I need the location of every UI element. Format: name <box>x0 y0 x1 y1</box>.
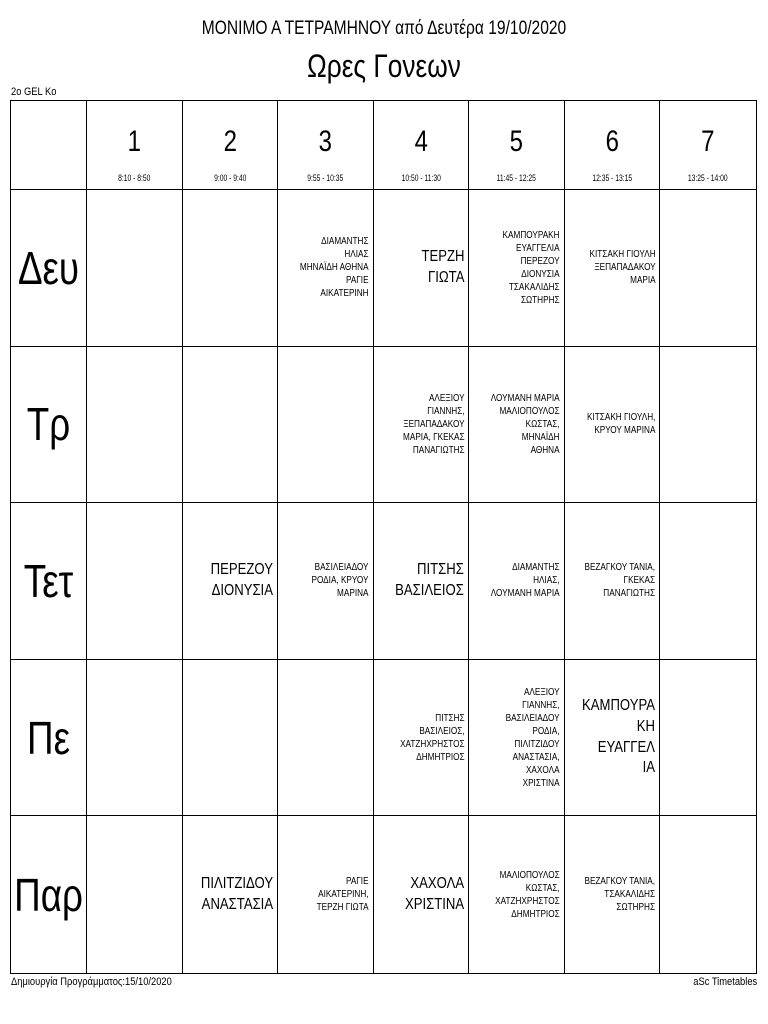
day-label: Δευ <box>17 241 80 294</box>
period-header <box>183 101 279 190</box>
cell-teachers: ΚΙΤΣΑΚΗ ΓΙΟΥΛΗ ΞΕΠΑΠΑΔΑΚΟΥ ΜΑΡΙΑ <box>589 249 656 287</box>
day-label: Πε <box>27 711 70 764</box>
day-label: Παρ <box>14 868 83 921</box>
timetable-cell <box>278 816 374 973</box>
period-time: 12:35 - 13:15 <box>592 173 633 183</box>
timetable-cell <box>660 660 756 817</box>
timetable-cell <box>660 503 756 660</box>
day-header <box>11 347 87 504</box>
period-number: 4 <box>414 125 428 158</box>
day-header <box>11 660 87 817</box>
timetable-cell <box>660 816 756 973</box>
cell-teachers: ΡΑΓΙΕ ΑΙΚΑΤΕΡΙΝΗ, ΤΕΡΖΗ ΓΙΩΤΑ <box>316 876 369 914</box>
page-subtitle: Ωρες Γονεων <box>307 48 461 84</box>
cell-teachers: ΠΙΤΣΗΣ ΒΑΣΙΛΕΙΟΣ <box>395 561 465 599</box>
cell-teachers: ΚΙΤΣΑΚΗ ΓΙΟΥΛΗ, ΚΡΥΟΥ ΜΑΡΙΝΑ <box>587 412 656 437</box>
day-header <box>11 503 87 660</box>
timetable-cell <box>469 190 565 347</box>
timetable-cell <box>183 190 279 347</box>
period-time: 11:45 - 12:25 <box>496 173 537 183</box>
corner-cell <box>11 101 87 190</box>
timetable-cell <box>660 347 756 504</box>
timetable-cell <box>278 503 374 660</box>
timetable-cell <box>183 816 279 973</box>
timetable-cell <box>469 816 565 973</box>
timetable-cell <box>660 190 756 347</box>
cell-teachers: ΤΕΡΖΗ ΓΙΩΤΑ <box>421 248 465 286</box>
timetable-cell <box>87 190 183 347</box>
period-header <box>660 101 756 190</box>
cell-teachers: ΑΛΕΞΙΟΥ ΓΙΑΝΝΗΣ, ΒΑΣΙΛΕΙΑΔΟΥ ΡΟΔΙΑ, ΠΙΛΙΤΖΙΔΟΥ ΑΝΑΣΤΑΣΙΑ, ΧΑΧΟΛΑ ΧΡΙΣΤΙΝΑ <box>505 686 560 789</box>
period-time: 13:25 - 14:00 <box>688 173 729 183</box>
page-title: ΜΟΝΙΜΟ Α ΤΕΤΡΑΜΗΝΟΥ από Δευτέρα 19/10/2020 <box>201 18 567 39</box>
cell-teachers: ΔΙΑΜΑΝΤΗΣ ΗΛΙΑΣ ΜΗΝΑΪΔΗ ΑΘΗΝΑ ΡΑΓΙΕ ΑΙΚΑΤΕΡΙΝΗ <box>300 236 369 300</box>
timetable-cell <box>374 816 470 973</box>
cell-teachers: ΒΕΖΑΓΚΟΥ ΤΑΝΙΑ, ΤΣΑΚΑΛΙΔΗΣ ΣΩΤΗΡΗΣ <box>584 876 656 914</box>
school-label: 2ο GEL Ko <box>11 86 57 98</box>
period-header <box>374 101 470 190</box>
timetable-cell <box>183 660 279 817</box>
cell-teachers: ΒΕΖΑΓΚΟΥ ΤΑΝΙΑ, ΓΚΕΚΑΣ ΠΑΝΑΓΙΩΤΗΣ <box>584 562 656 600</box>
cell-teachers: ΜΑΛΙΟΠΟΥΛΟΣ ΚΩΣΤΑΣ, ΧΑΤΖΗΧΡΗΣΤΟΣ ΔΗΜΗΤΡΙΟΣ <box>495 869 560 920</box>
timetable-cell <box>183 347 279 504</box>
timetable-cell <box>87 503 183 660</box>
timetable-cell <box>565 816 661 973</box>
timetable-cell <box>565 660 661 817</box>
timetable-cell <box>374 347 470 504</box>
timetable-cell <box>374 503 470 660</box>
timetable-cell <box>565 503 661 660</box>
cell-teachers: ΔΙΑΜΑΝΤΗΣ ΗΛΙΑΣ, ΛΟΥΜΑΝΗ ΜΑΡΙΑ <box>491 562 560 600</box>
period-header <box>87 101 183 190</box>
timetable-cell <box>278 190 374 347</box>
timetable-cell <box>565 347 661 504</box>
period-header <box>469 101 565 190</box>
period-number: 2 <box>223 125 237 158</box>
timetable-cell <box>469 503 565 660</box>
cell-teachers: ΑΛΕΞΙΟΥ ΓΙΑΝΝΗΣ, ΞΕΠΑΠΑΔΑΚΟΥ ΜΑΡΙΑ, ΓΚΕΚΑΣ ΠΑΝΑΓΙΩΤΗΣ <box>402 392 465 456</box>
day-label: Τρ <box>26 398 71 451</box>
period-number: 1 <box>127 125 141 158</box>
cell-teachers: ΠΕΡΕΖΟΥ ΔΙΟΝΥΣΙΑ <box>210 561 274 599</box>
timetable-cell <box>278 660 374 817</box>
cell-teachers: ΚΑΜΠΟΥΡΑ ΚΗ ΕΥΑΓΓΕΛ ΙΑ <box>582 697 656 777</box>
timetable-cell <box>565 190 661 347</box>
timetable-cell <box>374 190 470 347</box>
period-time: 9:00 - 9:40 <box>213 173 246 183</box>
period-header <box>565 101 661 190</box>
timetable-cell <box>87 660 183 817</box>
timetable-cell <box>469 347 565 504</box>
timetable-cell <box>87 347 183 504</box>
timetable-cell <box>278 347 374 504</box>
period-time: 9:55 - 10:35 <box>307 173 344 183</box>
cell-teachers: ΠΙΛΙΤΖΙΔΟΥ ΑΝΑΣΤΑΣΙΑ <box>200 874 274 913</box>
timetable-cell <box>87 816 183 973</box>
cell-teachers: ΒΑΣΙΛΕΙΑΔΟΥ ΡΟΔΙΑ, ΚΡΥΟΥ ΜΑΡΙΝΑ <box>311 562 369 600</box>
period-number: 7 <box>701 125 715 158</box>
timetable-cell <box>469 660 565 817</box>
period-time: 10:50 - 11:30 <box>401 173 441 183</box>
period-time: 8:10 - 8:50 <box>118 173 151 183</box>
period-number: 6 <box>605 125 619 158</box>
day-header <box>11 816 87 973</box>
cell-teachers: ΚΑΜΠΟΥΡΑΚΗ ΕΥΑΓΓΕΛΙΑ ΠΕΡΕΖΟΥ ΔΙΟΝΥΣΙΑ ΤΣΑΚΑΛΙΔΗΣ ΣΩΤΗΡΗΣ <box>502 229 560 306</box>
timetable-grid <box>10 100 757 974</box>
generator-label: aSc Timetables <box>693 976 757 988</box>
cell-teachers: ΧΑΧΟΛΑ ΧΡΙΣΤΙΝΑ <box>405 874 465 913</box>
day-label: Τετ <box>23 554 74 607</box>
cell-teachers: ΠΙΤΣΗΣ ΒΑΣΙΛΕΙΟΣ, ΧΑΤΖΗΧΡΗΣΤΟΣ ΔΗΜΗΤΡΙΟΣ <box>399 712 465 763</box>
timetable-cell <box>374 660 470 817</box>
period-number: 3 <box>318 125 333 158</box>
cell-teachers: ΛΟΥΜΑΝΗ ΜΑΡΙΑ ΜΑΛΙΟΠΟΥΛΟΣ ΚΩΣΤΑΣ, ΜΗΝΑΪΔΗ ΑΘΗΝΑ <box>491 392 560 456</box>
timetable-cell <box>183 503 279 660</box>
period-header <box>278 101 374 190</box>
created-date: Δημιουργία Προγράμματος:15/10/2020 <box>11 976 172 988</box>
day-header <box>11 190 87 347</box>
period-number: 5 <box>509 125 524 158</box>
